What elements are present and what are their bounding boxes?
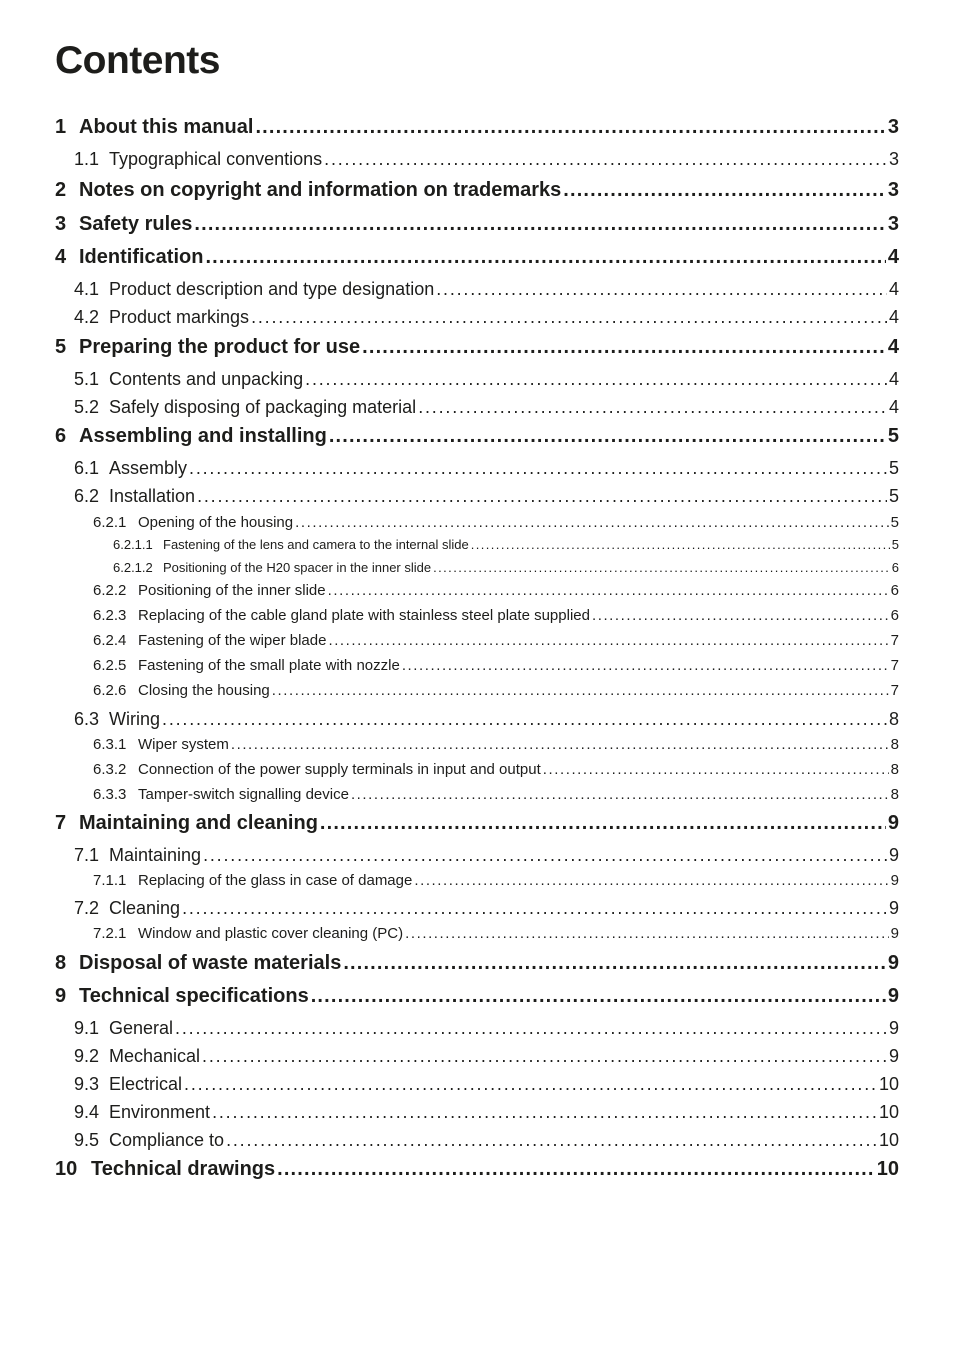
page-number: 10 xyxy=(878,1074,899,1094)
toc-entry-level-4[interactable] xyxy=(113,537,899,552)
page-number: 9 xyxy=(890,872,899,889)
page-number: 3 xyxy=(888,149,899,169)
toc-entry-level-3[interactable] xyxy=(93,872,899,889)
toc-entry-level-2[interactable] xyxy=(74,1130,899,1151)
dot-leader xyxy=(203,845,887,866)
section-number: 1 xyxy=(55,116,67,138)
toc-entry-level-3[interactable] xyxy=(93,632,899,649)
dot-leader xyxy=(189,458,887,479)
toc-entry-level-1[interactable] xyxy=(55,985,899,1008)
section-title: Environment xyxy=(109,1102,211,1122)
section-number: 6.1 xyxy=(74,458,100,478)
section-number: 4.1 xyxy=(74,279,100,299)
section-number: 9.4 xyxy=(74,1102,100,1122)
section-number: 7 xyxy=(55,812,67,834)
toc-entry-level-2[interactable] xyxy=(74,149,899,170)
toc-entry-level-2[interactable] xyxy=(74,845,899,866)
toc-entry-level-3[interactable] xyxy=(93,786,899,803)
section-title: Fastening of the wiper blade xyxy=(138,632,327,649)
section-title: Positioning of the inner slide xyxy=(138,582,326,599)
page-number: 8 xyxy=(890,761,899,778)
section-number: 9.2 xyxy=(74,1046,100,1066)
toc-entry-level-4[interactable] xyxy=(113,560,899,575)
page-number: 3 xyxy=(887,179,899,201)
toc-entry-level-3[interactable] xyxy=(93,736,899,753)
section-title: Window and plastic cover cleaning (PC) xyxy=(138,925,404,942)
section-number: 10 xyxy=(55,1158,78,1180)
dot-leader xyxy=(184,1074,877,1095)
dot-leader xyxy=(343,952,886,975)
dot-leader xyxy=(351,786,889,803)
toc-entry-level-3[interactable] xyxy=(93,682,899,699)
dot-leader xyxy=(272,682,889,699)
dot-leader xyxy=(414,872,888,889)
toc-entry-level-1[interactable] xyxy=(55,425,899,448)
section-title: Notes on copyright and information on trademarks xyxy=(79,179,562,201)
page-number: 5 xyxy=(890,514,899,531)
section-title: Closing the housing xyxy=(138,682,270,699)
section-title: Assembly xyxy=(109,458,188,478)
section-number: 2 xyxy=(55,179,67,201)
page-number: 5 xyxy=(888,486,899,506)
dot-leader xyxy=(362,336,886,359)
page-number: 4 xyxy=(887,336,899,358)
section-number: 7.1 xyxy=(74,845,100,865)
toc-entry-level-2[interactable] xyxy=(74,486,899,507)
dot-leader xyxy=(329,425,886,448)
dot-leader xyxy=(226,1130,877,1151)
page-number: 9 xyxy=(887,985,899,1007)
section-number: 9.1 xyxy=(74,1018,100,1038)
section-number: 5.1 xyxy=(74,369,100,389)
dot-leader xyxy=(182,898,887,919)
page-number: 4 xyxy=(888,279,899,299)
toc-entry-level-3[interactable] xyxy=(93,582,899,599)
section-number: 1.1 xyxy=(74,149,100,169)
section-title: Maintaining xyxy=(109,845,202,865)
dot-leader xyxy=(251,307,887,328)
section-number: 7.2 xyxy=(74,898,100,918)
section-number: 6.3 xyxy=(74,709,100,729)
dot-leader xyxy=(162,709,887,730)
page-number: 6 xyxy=(890,582,899,599)
page-number: 7 xyxy=(890,657,899,674)
dot-leader xyxy=(328,582,889,599)
page-number: 7 xyxy=(890,682,899,699)
page-number: 9 xyxy=(890,925,899,942)
section-title: Fastening of the lens and camera to the internal slide xyxy=(163,537,469,552)
section-number: 6.2.2 xyxy=(93,582,127,599)
page-number: 9 xyxy=(888,898,899,918)
toc-entry-level-2[interactable] xyxy=(74,1102,899,1123)
page-number: 8 xyxy=(890,736,899,753)
page-number: 8 xyxy=(890,786,899,803)
toc-entry-level-2[interactable] xyxy=(74,307,899,328)
page-number: 3 xyxy=(887,116,899,138)
dot-leader xyxy=(175,1018,887,1039)
section-number: 9.5 xyxy=(74,1130,100,1150)
toc-entry-level-2[interactable] xyxy=(74,397,899,418)
dot-leader xyxy=(212,1102,877,1123)
section-title: Connection of the power supply terminals in input and output xyxy=(138,761,541,778)
dot-leader xyxy=(418,397,887,418)
page-number: 5 xyxy=(888,458,899,478)
section-title: Disposal of waste materials xyxy=(79,952,342,974)
section-title: Wiper system xyxy=(138,736,229,753)
section-number: 5 xyxy=(55,336,67,358)
page-number: 4 xyxy=(888,307,899,327)
dot-leader xyxy=(320,812,886,835)
dot-leader xyxy=(436,279,887,300)
section-number: 4 xyxy=(55,246,67,268)
dot-leader xyxy=(277,1158,875,1181)
page-number: 4 xyxy=(888,397,899,417)
toc-entry-level-1[interactable] xyxy=(55,213,899,236)
page-title: Contents xyxy=(55,39,220,82)
section-title: About this manual xyxy=(79,116,254,138)
section-title: Technical drawings xyxy=(91,1158,276,1180)
toc-entry-level-1[interactable] xyxy=(55,952,899,975)
dot-leader xyxy=(402,657,889,674)
section-number: 7.1.1 xyxy=(93,872,127,889)
dot-leader xyxy=(592,607,889,624)
toc-entry-level-1[interactable] xyxy=(55,1158,899,1181)
section-number: 8 xyxy=(55,952,67,974)
section-number: 6.2.6 xyxy=(93,682,127,699)
toc-entry-level-3[interactable] xyxy=(93,761,899,778)
dot-leader xyxy=(433,560,890,575)
toc-entry-level-2[interactable] xyxy=(74,898,899,919)
page-number: 5 xyxy=(887,425,899,447)
toc-entry-level-1[interactable] xyxy=(55,336,899,359)
section-number: 6.2.5 xyxy=(93,657,127,674)
page-number: 9 xyxy=(887,812,899,834)
section-title: Product description and type designation xyxy=(109,279,435,299)
dot-leader xyxy=(405,925,889,942)
section-number: 6.3.1 xyxy=(93,736,127,753)
dot-leader xyxy=(563,179,886,202)
toc-entry-level-3[interactable] xyxy=(93,607,899,624)
section-title: Wiring xyxy=(109,709,161,729)
page-number: 3 xyxy=(887,213,899,235)
section-number: 6.3.3 xyxy=(93,786,127,803)
toc-entry-level-1[interactable] xyxy=(55,812,899,835)
page-number: 10 xyxy=(878,1130,899,1150)
dot-leader xyxy=(205,246,885,269)
page-number: 10 xyxy=(876,1158,899,1180)
section-title: Contents and unpacking xyxy=(109,369,304,389)
toc-entry-level-1[interactable] xyxy=(55,246,899,269)
toc-entry-level-2[interactable] xyxy=(74,279,899,300)
toc-entry-level-2[interactable] xyxy=(74,1074,899,1095)
toc-entry-level-1[interactable] xyxy=(55,116,899,139)
section-title: Positioning of the H20 spacer in the inner slide xyxy=(163,560,432,575)
section-title: Maintaining and cleaning xyxy=(79,812,318,834)
toc-entry-level-3[interactable] xyxy=(93,514,899,531)
section-number: 4.2 xyxy=(74,307,100,327)
dot-leader xyxy=(328,632,888,649)
toc-entry-level-2[interactable] xyxy=(74,1046,899,1067)
dot-leader xyxy=(194,213,885,236)
page-number: 4 xyxy=(887,246,899,268)
toc-entry-level-2[interactable] xyxy=(74,369,899,390)
dot-leader xyxy=(295,514,889,531)
page-number: 6 xyxy=(891,560,899,575)
section-title: Technical specifications xyxy=(79,985,309,1007)
section-title: Typographical conventions xyxy=(109,149,323,169)
page-number: 5 xyxy=(891,537,899,552)
toc-entry-level-3[interactable] xyxy=(93,925,899,942)
section-number: 6.3.2 xyxy=(93,761,127,778)
section-title: Compliance to xyxy=(109,1130,225,1150)
dot-leader xyxy=(324,149,887,170)
page-number: 6 xyxy=(890,607,899,624)
section-title: Preparing the product for use xyxy=(79,336,361,358)
dot-leader xyxy=(543,761,889,778)
section-number: 6.2.1.1 xyxy=(113,537,153,552)
section-title: Replacing of the cable gland plate with stainless steel plate supplied xyxy=(138,607,590,624)
section-title: Cleaning xyxy=(109,898,181,918)
section-number: 9.3 xyxy=(74,1074,100,1094)
dot-leader xyxy=(202,1046,887,1067)
section-number: 9 xyxy=(55,985,67,1007)
page-number: 7 xyxy=(890,632,899,649)
page-number: 10 xyxy=(878,1102,899,1122)
section-number: 5.2 xyxy=(74,397,100,417)
section-title: Safety rules xyxy=(79,213,193,235)
dot-leader xyxy=(471,537,890,552)
dot-leader xyxy=(197,486,887,507)
section-number: 6.2.1 xyxy=(93,514,127,531)
section-title: Safely disposing of packaging material xyxy=(109,397,417,417)
section-number: 6.2.1.2 xyxy=(113,560,153,575)
toc-entry-level-2[interactable] xyxy=(74,458,899,479)
page-number: 9 xyxy=(888,845,899,865)
page-number: 4 xyxy=(888,369,899,389)
section-title: Electrical xyxy=(109,1074,183,1094)
toc-entry-level-2[interactable] xyxy=(74,1018,899,1039)
section-title: Installation xyxy=(109,486,196,506)
dot-leader xyxy=(305,369,887,390)
section-number: 6.2.4 xyxy=(93,632,127,649)
section-title: Tamper-switch signalling device xyxy=(138,786,349,803)
section-title: Assembling and installing xyxy=(79,425,327,447)
section-number: 6.2.3 xyxy=(93,607,127,624)
toc-entry-level-2[interactable] xyxy=(74,709,899,730)
dot-leader xyxy=(311,985,886,1008)
dot-leader xyxy=(231,736,889,753)
section-number: 3 xyxy=(55,213,67,235)
dot-leader xyxy=(255,116,885,139)
page-number: 9 xyxy=(888,1018,899,1038)
section-title: Product markings xyxy=(109,307,250,327)
section-title: Replacing of the glass in case of damage xyxy=(138,872,413,889)
section-number: 7.2.1 xyxy=(93,925,127,942)
section-title: Mechanical xyxy=(109,1046,201,1066)
section-title: General xyxy=(109,1018,174,1038)
section-number: 6.2 xyxy=(74,486,100,506)
page-number: 9 xyxy=(888,1046,899,1066)
section-title: Identification xyxy=(79,246,204,268)
toc-entry-level-3[interactable] xyxy=(93,657,899,674)
section-title: Fastening of the small plate with nozzle xyxy=(138,657,400,674)
page-number: 9 xyxy=(887,952,899,974)
toc-entry-level-1[interactable] xyxy=(55,179,899,202)
section-title: Opening of the housing xyxy=(138,514,294,531)
section-number: 6 xyxy=(55,425,67,447)
page-number: 8 xyxy=(888,709,899,729)
